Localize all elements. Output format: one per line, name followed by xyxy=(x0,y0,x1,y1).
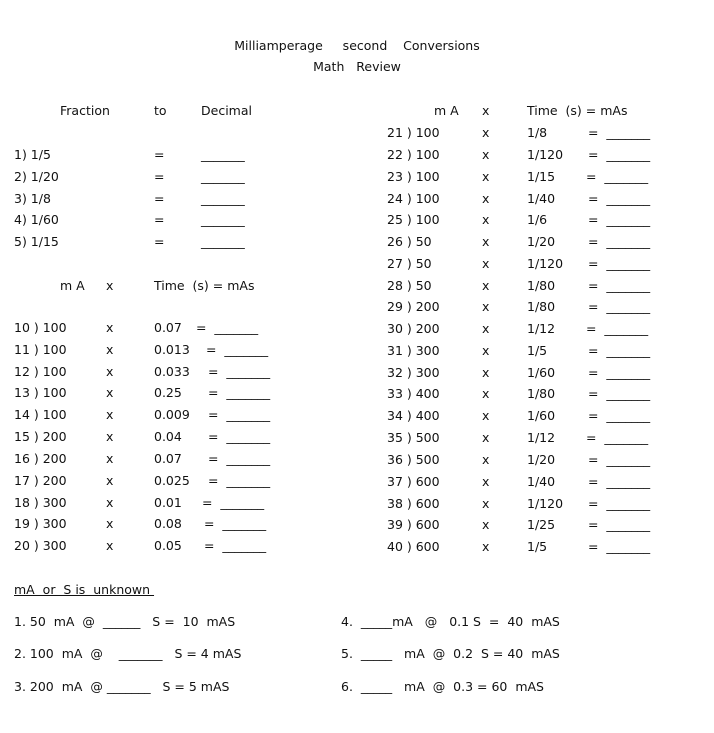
times-sign: x xyxy=(106,342,114,357)
time-value: 1/60 xyxy=(527,365,556,380)
times-sign: x xyxy=(106,364,114,379)
ma-label: 25 ) 100 xyxy=(387,212,440,227)
ma-label: 27 ) 50 xyxy=(387,256,432,271)
ma-label: 23 ) 100 xyxy=(387,169,440,184)
ma-label: 38 ) 600 xyxy=(387,496,440,511)
fraction-label: 1) 1/5 xyxy=(14,147,51,162)
answer-blank[interactable]: = _______ xyxy=(588,234,651,249)
time-value: 1/8 xyxy=(527,125,548,140)
times-sign: x xyxy=(106,320,114,335)
answer-blank[interactable]: = _______ xyxy=(206,342,269,357)
header-decimal: Decimal xyxy=(201,103,252,118)
time-value: 1/120 xyxy=(527,496,564,511)
times-sign: x xyxy=(482,299,490,314)
time-value: 0.01 xyxy=(154,495,182,510)
ma-label: 11 ) 100 xyxy=(14,342,67,357)
answer-blank[interactable]: = _______ xyxy=(588,386,651,401)
ma-label: 29 ) 200 xyxy=(387,299,440,314)
ma-label: 36 ) 500 xyxy=(387,452,440,467)
ma-label: 28 ) 50 xyxy=(387,278,432,293)
fraction-label: 3) 1/8 xyxy=(14,191,51,206)
time-value: 0.25 xyxy=(154,385,182,400)
times-sign: x xyxy=(482,430,490,445)
time-value: 1/12 xyxy=(527,430,556,445)
ma-label: 39 ) 600 xyxy=(387,517,440,532)
answer-blank[interactable]: = _______ xyxy=(208,473,271,488)
ma-label: 34 ) 400 xyxy=(387,408,440,423)
times-sign: x xyxy=(482,343,490,358)
time-value: 0.04 xyxy=(154,429,182,444)
answer-blank[interactable]: = _______ xyxy=(588,191,651,206)
answer-blank[interactable]: = _______ xyxy=(588,299,651,314)
answer-blank[interactable]: = _______ xyxy=(588,147,651,162)
header-ma: m A xyxy=(60,278,85,293)
answer-blank[interactable]: = _______ xyxy=(588,343,651,358)
ma-label: 33 ) 400 xyxy=(387,386,440,401)
answer-blank[interactable]: _______ xyxy=(201,169,245,184)
time-value: 1/12 xyxy=(527,321,556,336)
ma-label: 37 ) 600 xyxy=(387,474,440,489)
times-sign: x xyxy=(482,496,490,511)
times-sign: x xyxy=(482,517,490,532)
time-value: 1/60 xyxy=(527,408,556,423)
header-times: x xyxy=(482,103,490,118)
times-sign: x xyxy=(482,474,490,489)
answer-blank[interactable]: = _______ xyxy=(204,538,267,553)
answer-blank[interactable]: = _______ xyxy=(588,365,651,380)
answer-blank[interactable]: = _______ xyxy=(588,474,651,489)
unknown-heading: mA or S is unknown xyxy=(14,582,155,597)
times-sign: x xyxy=(106,538,114,553)
answer-blank[interactable]: = _______ xyxy=(208,451,271,466)
times-sign: x xyxy=(106,495,114,510)
unknown-problem[interactable]: 6. _____ mA @ 0.3 = 60 mAS xyxy=(341,679,544,694)
ma-label: 20 ) 300 xyxy=(14,538,67,553)
time-value: 1/80 xyxy=(527,299,556,314)
times-sign: x xyxy=(482,191,490,206)
ma-label: 10 ) 100 xyxy=(14,320,67,335)
time-value: 1/25 xyxy=(527,517,556,532)
ma-label: 19 ) 300 xyxy=(14,516,67,531)
ma-label: 14 ) 100 xyxy=(14,407,67,422)
ma-label: 16 ) 200 xyxy=(14,451,67,466)
time-value: 1/6 xyxy=(527,212,548,227)
time-value: 0.033 xyxy=(154,364,190,379)
unknown-problem[interactable]: 5. _____ mA @ 0.2 S = 40 mAS xyxy=(341,646,560,661)
time-value: 0.08 xyxy=(154,516,182,531)
times-sign: x xyxy=(482,212,490,227)
times-sign: x xyxy=(106,407,114,422)
time-value: 0.025 xyxy=(154,473,190,488)
times-sign: x xyxy=(482,125,490,140)
header-fraction: Fraction xyxy=(60,103,110,118)
times-sign: x xyxy=(482,256,490,271)
answer-blank[interactable]: = _______ xyxy=(204,516,267,531)
time-value: 1/20 xyxy=(527,452,556,467)
equals-sign: = xyxy=(154,147,165,162)
answer-blank[interactable]: = _______ xyxy=(208,429,271,444)
times-sign: x xyxy=(106,516,114,531)
answer-blank[interactable]: = _______ xyxy=(588,452,651,467)
ma-label: 22 ) 100 xyxy=(387,147,440,162)
answer-blank[interactable]: = _______ xyxy=(588,517,651,532)
time-value: 0.05 xyxy=(154,538,182,553)
times-sign: x xyxy=(482,234,490,249)
header-ma: m A xyxy=(434,103,459,118)
ma-label: 26 ) 50 xyxy=(387,234,432,249)
time-value: 0.07 xyxy=(154,320,182,335)
ma-label: 13 ) 100 xyxy=(14,385,67,400)
unknown-problem[interactable]: 1. 50 mA @ ______ S = 10 mAS xyxy=(14,614,236,629)
unknown-problem[interactable]: 4. _____mA @ 0.1 S = 40 mAS xyxy=(341,614,560,629)
time-value: 1/20 xyxy=(527,234,556,249)
ma-label: 30 ) 200 xyxy=(387,321,440,336)
answer-blank[interactable]: = _______ xyxy=(586,321,649,336)
answer-blank[interactable]: = _______ xyxy=(208,364,271,379)
ma-label: 12 ) 100 xyxy=(14,364,67,379)
times-sign: x xyxy=(482,278,490,293)
times-sign: x xyxy=(482,321,490,336)
ma-label: 15 ) 200 xyxy=(14,429,67,444)
times-sign: x xyxy=(482,539,490,554)
time-value: 1/5 xyxy=(527,343,548,358)
time-value: 1/80 xyxy=(527,386,556,401)
answer-blank[interactable]: _______ xyxy=(201,234,245,249)
equals-sign: = xyxy=(154,169,165,184)
answer-blank[interactable]: = _______ xyxy=(588,125,651,140)
ma-label: 32 ) 300 xyxy=(387,365,440,380)
times-sign: x xyxy=(106,429,114,444)
answer-blank[interactable]: = _______ xyxy=(202,495,265,510)
answer-blank[interactable]: = _______ xyxy=(588,408,651,423)
fraction-label: 5) 1/15 xyxy=(14,234,59,249)
times-sign: x xyxy=(482,365,490,380)
title-line-1: Milliamperage second Conversions xyxy=(234,38,480,53)
ma-label: 21 ) 100 xyxy=(387,125,440,140)
answer-blank[interactable]: _______ xyxy=(201,147,245,162)
time-value: 1/80 xyxy=(527,278,556,293)
time-value: 1/120 xyxy=(527,256,564,271)
answer-blank[interactable]: = _______ xyxy=(196,320,259,335)
time-value: 1/120 xyxy=(527,147,564,162)
answer-blank[interactable]: = _______ xyxy=(588,496,651,511)
ma-label: 18 ) 300 xyxy=(14,495,67,510)
ma-label: 24 ) 100 xyxy=(387,191,440,206)
time-value: 1/40 xyxy=(527,474,556,489)
ma-label: 40 ) 600 xyxy=(387,539,440,554)
answer-blank[interactable]: = _______ xyxy=(588,539,651,554)
equals-sign: = xyxy=(154,191,165,206)
header-times: x xyxy=(106,278,114,293)
time-value: 0.07 xyxy=(154,451,182,466)
time-value: 1/5 xyxy=(527,539,548,554)
fraction-label: 2) 1/20 xyxy=(14,169,59,184)
times-sign: x xyxy=(482,408,490,423)
answer-blank[interactable]: = _______ xyxy=(588,278,651,293)
answer-blank[interactable]: = _______ xyxy=(588,256,651,271)
ma-label: 35 ) 500 xyxy=(387,430,440,445)
equals-sign: = xyxy=(154,234,165,249)
ma-label: 17 ) 200 xyxy=(14,473,67,488)
equals-sign: = xyxy=(154,212,165,227)
answer-blank[interactable]: = _______ xyxy=(208,385,271,400)
title-line-2: Math Review xyxy=(313,59,401,74)
times-sign: x xyxy=(482,147,490,162)
answer-blank[interactable]: = _______ xyxy=(586,169,649,184)
times-sign: x xyxy=(106,473,114,488)
times-sign: x xyxy=(482,169,490,184)
header-time: Time (s) = mAs xyxy=(154,278,255,293)
fraction-label: 4) 1/60 xyxy=(14,212,59,227)
times-sign: x xyxy=(482,386,490,401)
times-sign: x xyxy=(482,452,490,467)
times-sign: x xyxy=(106,385,114,400)
header-time: Time (s) = mAs xyxy=(527,103,628,118)
time-value: 0.009 xyxy=(154,407,190,422)
answer-blank[interactable]: = _______ xyxy=(588,212,651,227)
answer-blank[interactable]: = _______ xyxy=(208,407,271,422)
header-to: to xyxy=(154,103,167,118)
answer-blank[interactable]: _______ xyxy=(201,212,245,227)
time-value: 0.013 xyxy=(154,342,190,357)
times-sign: x xyxy=(106,451,114,466)
unknown-problem[interactable]: 2. 100 mA @ _______ S = 4 mAS xyxy=(14,646,242,661)
answer-blank[interactable]: = _______ xyxy=(586,430,649,445)
time-value: 1/15 xyxy=(527,169,556,184)
unknown-problem[interactable]: 3. 200 mA @ _______ S = 5 mAS xyxy=(14,679,230,694)
time-value: 1/40 xyxy=(527,191,556,206)
answer-blank[interactable]: _______ xyxy=(201,191,245,206)
ma-label: 31 ) 300 xyxy=(387,343,440,358)
